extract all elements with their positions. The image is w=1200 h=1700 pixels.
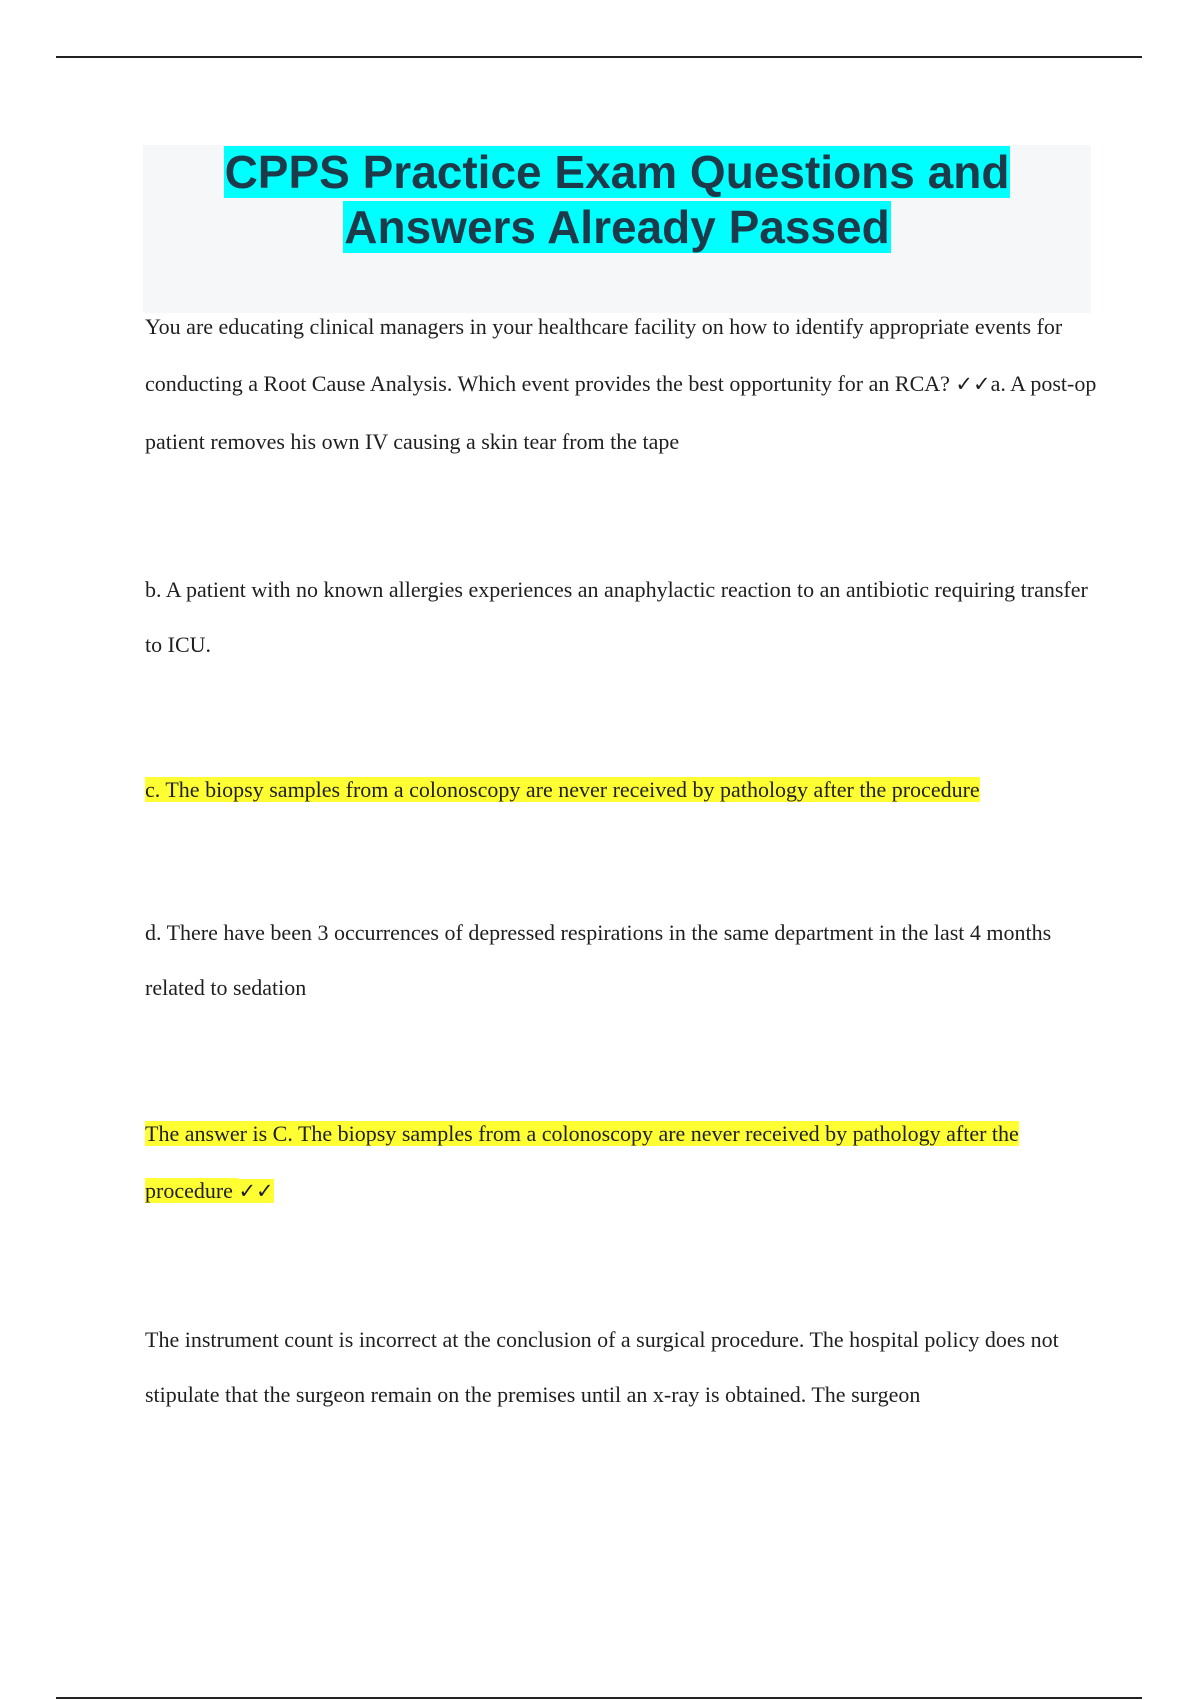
answer-check-mark-icon: ✓✓ [238,1179,274,1203]
footer-rule [56,1697,1142,1699]
option-c-paragraph [145,761,1105,818]
option-c-highlighted: c. The biopsy samples from a colonoscopy are never received by pathology after the procedure [145,777,980,802]
title-line-2: Answers Already Passed [344,201,890,253]
question-1-stem [145,298,1105,470]
question-1-text: You are educating clinical managers in your healthcare facility on how to identify appropriate events for conducting a Root Cause Analysis. Which event provides the best opportunity for an RCA? [145,314,1063,396]
question-2-stem [145,1312,1105,1422]
header-rule [56,56,1142,58]
option-b: b. A patient with no known allergies experiences an anaphylactic reaction to an antibiotic requiring transfer to ICU. [145,577,1088,657]
option-b-paragraph [145,562,1105,672]
document-title [143,145,1091,255]
title-line-1: CPPS Practice Exam Questions and [224,146,1010,198]
question-2-text: The instrument count is incorrect at the conclusion of a surgical procedure. The hospital policy does not stipulate that the surgeon remain on the premises until an x-ray is obtained. The surgeon [145,1327,1059,1407]
check-mark-icon: ✓✓ [955,372,991,396]
option-d-paragraph [145,905,1105,1015]
option-d: d. There have been 3 occurrences of depressed respirations in the same department in the last 4 months related to sedation [145,920,1052,1000]
answer-paragraph [145,1105,1105,1220]
answer-text-highlighted: The answer is C. The biopsy samples from a colonoscopy are never received by pathology after the procedure [145,1121,1019,1203]
option-a: a. A post-op patient removes his own IV causing a skin tear from the tape [145,371,1097,454]
